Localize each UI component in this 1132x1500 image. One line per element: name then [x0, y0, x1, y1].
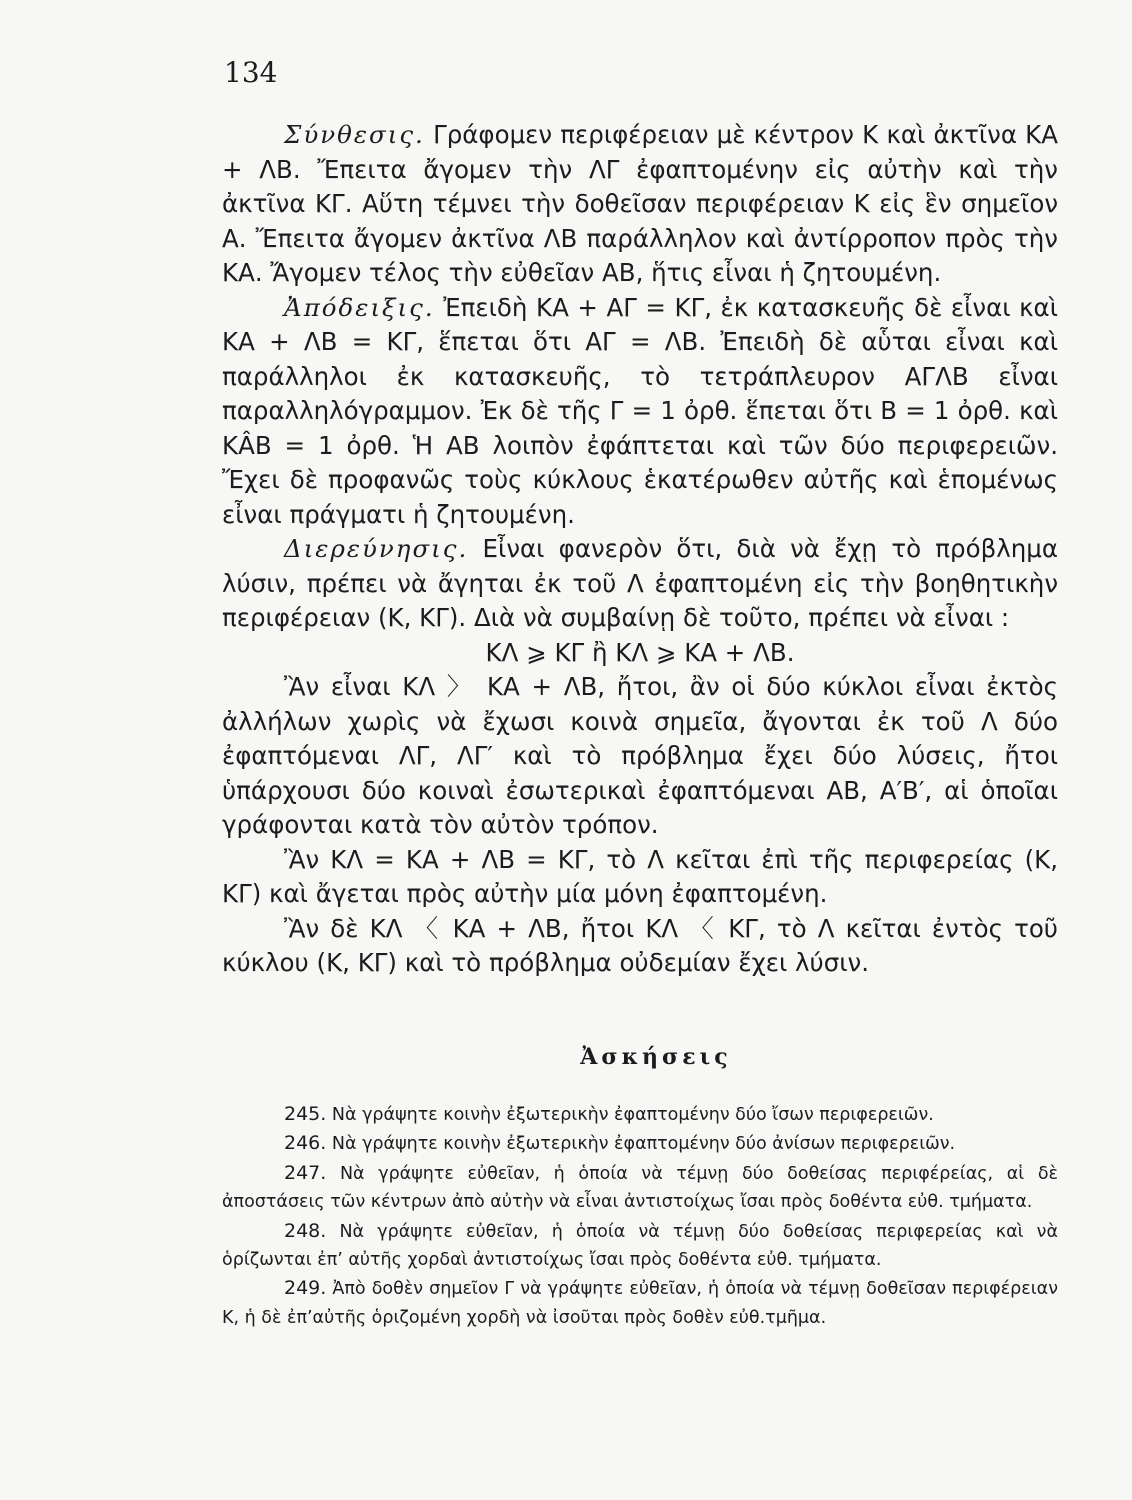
- exercise-number: 246.: [284, 1132, 327, 1155]
- exercises-title: Ἀσκήσεις: [580, 1044, 732, 1070]
- exercise-text: Νὰ γράψητε κοινὴν ἐξωτερικὴν ἐφαπτομένην δύο ἴσων περιφερειῶν.: [331, 1105, 934, 1125]
- case-1-paragraph: Ἂν εἶναι ΚΛ 〉 ΚΑ + ΛΒ, ἤτοι, ἂν οἱ δύο κύκλοι εἶναι ἐκτὸς ἀλλήλων χωρὶς νὰ ἔχωσι κοινὰ σημεῖα, ἄγονται ἐκ τοῦ Λ δύο ἐφαπτόμεναι ΛΓ, ΛΓ′ καὶ τὸ πρόβλημα ἔχει δύο λύσεις, ἤτοι ὑπάρχουσι δύο κοιναὶ ἐσωτερικαὶ ἐφαπτόμεναι ΑΒ, Α′Β′, αἱ ὁποῖαι γράφονται κατὰ τὸν αὐτὸν τρόπον.: [222, 672, 1058, 839]
- exercise-number: 248.: [284, 1219, 327, 1242]
- exercise-text: Νὰ γράψητε εὐθεῖαν, ἡ ὁποία νὰ τέμνῃ δύο δοθείσας περιφερείας καὶ νὰ ὁρίζωνται ἐπ’ αὐτῆς χορδαὶ ἀντιστοίχως ἴσαι πρὸς δοθέντα εὐθ. τμήματα.: [222, 1221, 1058, 1271]
- proof-label: Ἀπόδειξις.: [284, 292, 435, 322]
- exercises-list: [222, 1100, 1058, 1332]
- synthesis-label: Σύνθεσις.: [284, 120, 425, 149]
- exercise-item: [222, 1159, 1058, 1217]
- exercise-item: [222, 1100, 1058, 1129]
- condition-formula: ΚΛ ⩾ ΚΓ ἢ ΚΛ ⩾ ΚΑ + ΛΒ.: [485, 637, 795, 667]
- exercise-text: Ἀπὸ δοθὲν σημεῖον Γ νὰ γράψητε εὐθεῖαν, ἡ ὁποία νὰ τέμνῃ δοθεῖσαν περιφέρειαν Κ, ἡ δὲ ἐπ’αὐτῆς ὁριζομένη χορδὴ νὰ ἰσοῦται πρὸς δοθὲν εὐθ.τμῆμα.: [222, 1279, 1058, 1328]
- synthesis-paragraph: [222, 118, 1058, 291]
- exercise-item: [222, 1217, 1058, 1275]
- main-text: [222, 118, 1058, 981]
- proof-text: Ἐπειδὴ ΚΑ + ΑΓ = ΚΓ, ἐκ κατασκευῆς δὲ εἶναι καὶ ΚΑ + ΛΒ = ΚΓ, ἕπεται ὅτι ΑΓ = ΛΒ. Ἐπειδὴ δὲ αὗται εἶναι καὶ παράλληλοι ἐκ κατασκευῆς, τὸ τετράπλευρον ΑΓΛΒ εἶναι παραλληλόγραμμον. Ἐκ δὲ τῆς Γ = 1 ὀρθ. ἕπεται ὅτι Β = 1 ὀρθ. καὶ ΚÂΒ = 1 ὀρθ. Ἡ ΑΒ λοιπὸν ἐφάπτεται καὶ τῶν δύο περιφερειῶν. Ἔχει δὲ προφανῶς τοὺς κύκλους ἑκατέρωθεν αὐτῆς καὶ ἑπομένως εἶναι πράγματι ἡ ζητουμένη.: [222, 292, 1058, 529]
- case-3-paragraph: Ἂν δὲ ΚΛ 〈 ΚΑ + ΛΒ, ἤτοι ΚΛ 〈 ΚΓ, τὸ Λ κεῖται ἐντὸς τοῦ κύκλου (Κ, ΚΓ) καὶ τὸ πρόβλημα οὐδεμίαν ἔχει λύσιν.: [222, 913, 1058, 977]
- exercise-text: Νὰ γράψητε κοινὴν ἐξωτερικὴν ἐφαπτομένην δύο ἀνίσων περιφερειῶν.: [331, 1134, 956, 1155]
- proof-paragraph: [222, 291, 1058, 533]
- exercise-text: Νὰ γράψητε εὐθεῖαν, ἡ ὁποία νὰ τέμνῃ δύο δοθείσας περιφέρείας, αἱ δὲ ἀποστάσεις τῶν κέντρων ἀπὸ αὐτὴν νὰ εἶναι ἀντιστοίχως ἴσαι πρὸς δοθέντα εὐθ. τμήματα.: [222, 1163, 1058, 1213]
- discussion-label: Διερεύνησις.: [284, 534, 469, 563]
- exercise-item: [222, 1129, 1058, 1158]
- exercise-number: 245.: [284, 1103, 327, 1125]
- discussion-text: Εἶναι φανερὸν ὅτι, διὰ νὰ ἔχῃ τὸ πρόβλημα λύσιν, πρέπει νὰ ἄγηται ἐκ τοῦ Λ ἐφαπτομένη εἰς τὴν βοηθητικὴν περιφέρειαν (Κ, ΚΓ). Διὰ νὰ συμβαίνῃ δὲ τοῦτο, πρέπει νὰ εἶναι :: [222, 534, 1058, 632]
- exercise-number: 247.: [284, 1161, 327, 1184]
- synthesis-text: Γράφομεν περιφέρειαν μὲ κέντρον Κ καὶ ἀκτῖνα ΚΑ + ΛΒ. Ἔπειτα ἄγομεν τὴν ΛΓ ἐφαπτομένην εἰς αὐτὴν καὶ τὴν ἀκτῖνα ΚΓ. Αὕτη τέμνει τὴν δοθεῖσαν περιφέρειαν Κ εἰς ἓν σημεῖον Α. Ἔπειτα ἄγομεν ἀκτῖνα ΛΒ παράλληλον καὶ ἀντίρροπον πρὸς τὴν ΚΑ. Ἄγομεν τέλος τὴν εὐθεῖαν ΑΒ, ἥτις εἶναι ἡ ζητουμένη.: [222, 120, 1058, 287]
- exercise-number: 249.: [284, 1277, 327, 1300]
- case-2-paragraph: Ἂν ΚΛ = ΚΑ + ΛΒ = ΚΓ, τὸ Λ κεῖται ἐπὶ τῆς περιφερείας (Κ, ΚΓ) καὶ ἄγεται πρὸς αὐτὴν μία μόνη ἐφαπτομένη.: [222, 844, 1058, 908]
- discussion-paragraph: [222, 532, 1058, 636]
- exercise-item: [222, 1274, 1058, 1332]
- page-number: 134: [224, 56, 278, 89]
